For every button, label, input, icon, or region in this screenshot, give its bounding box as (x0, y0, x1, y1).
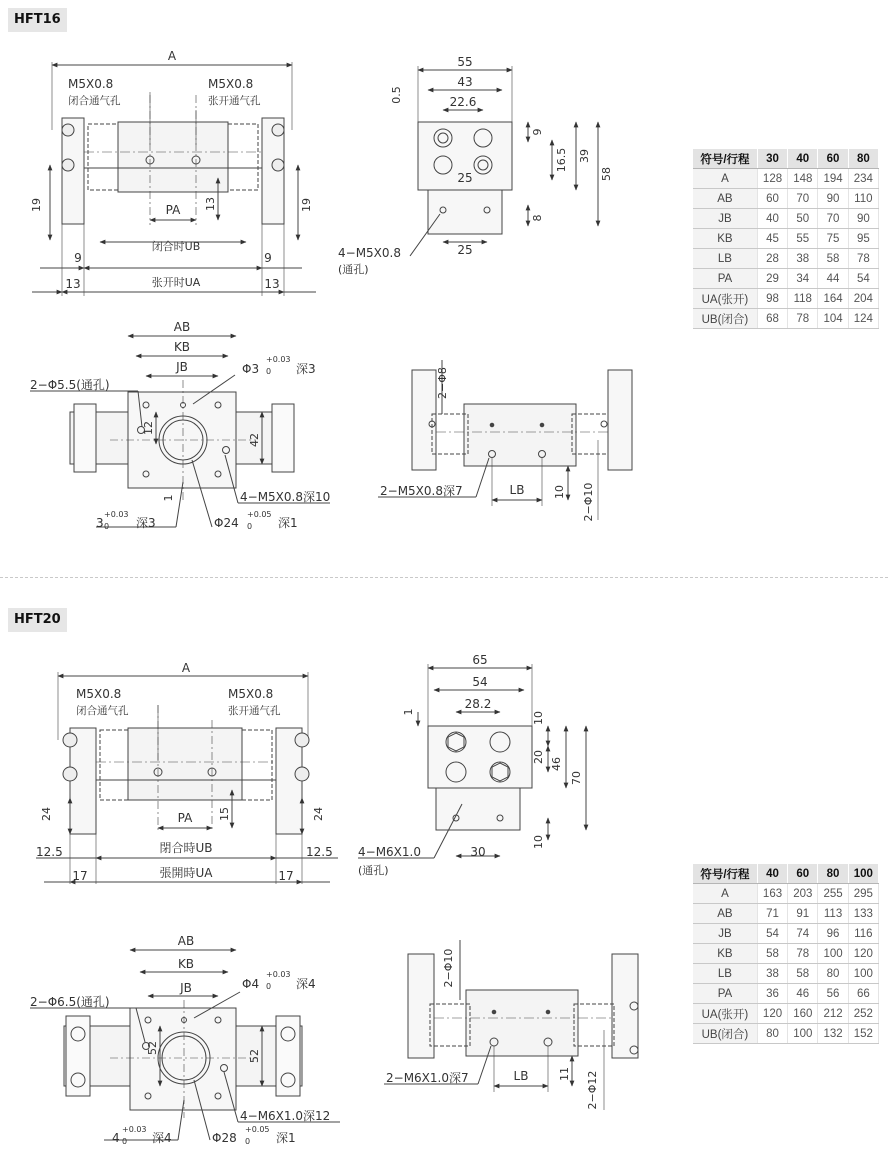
table-cell: 40 (757, 209, 787, 229)
dim-22-6: 22.6 (449, 95, 477, 109)
slot-depth-20: 深4 (152, 1131, 172, 1145)
table-row (693, 944, 879, 964)
dim-pa-label-20: PA (177, 811, 193, 825)
pin-hole-tol: +0.03 (266, 355, 291, 364)
boss-tol: +0.05 (247, 510, 272, 519)
table-cell: 46 (788, 984, 818, 1004)
dim-0-5: 0.5 (390, 86, 403, 104)
table-cell: 120 (757, 1004, 787, 1024)
boss-tol-low-20: 0 (245, 1137, 251, 1146)
thru-hole-label: 2−Φ5.5(通孔) (30, 378, 110, 392)
table-header-cell: 符号/行程 (693, 149, 757, 169)
table-header-cell: 100 (848, 864, 878, 884)
table-cell: 36 (757, 984, 787, 1004)
table-header-cell: 40 (788, 149, 818, 169)
dim-a-label: A (167, 49, 177, 63)
section-tag-hft16: HFT16 (8, 8, 67, 32)
side-pin-label: 2−Φ8 (436, 367, 449, 399)
table-row (693, 884, 879, 904)
side-dim-lb-20: LB (513, 1069, 529, 1083)
dim-12: 12 (142, 421, 155, 435)
table-cell: 100 (788, 1024, 818, 1044)
table-header-cell: 符号/行程 (693, 864, 757, 884)
table-cell: 295 (848, 884, 878, 904)
slot-tol-20: +0.03 (122, 1125, 147, 1134)
table-cell: 45 (757, 229, 787, 249)
dim-ub-label-20: 閉合時UB (159, 841, 213, 855)
table-header-cell: 30 (757, 149, 787, 169)
dim-ua-label: 张开时UA (151, 276, 201, 289)
table-cell: 118 (788, 289, 818, 309)
table-cell: 234 (848, 169, 878, 189)
table-cell: 90 (848, 209, 878, 229)
table-cell: 152 (848, 1024, 878, 1044)
table-cell: 255 (818, 884, 848, 904)
table-row (693, 249, 879, 269)
pin-hole-depth: 深3 (296, 362, 316, 376)
dim-9-left: 9 (74, 251, 82, 265)
dim-9-right: 9 (264, 251, 272, 265)
table-cell: AB (693, 189, 757, 209)
dim-25-top: 25 (457, 171, 473, 185)
hft16-spec-table (693, 149, 879, 329)
table-header-cell: 60 (788, 864, 818, 884)
dim-16-5: 16.5 (555, 147, 568, 173)
dim-55: 55 (457, 55, 473, 69)
side-dim-10: 10 (553, 485, 566, 499)
dim-13-mid: 13 (204, 197, 217, 211)
table-cell: 56 (818, 984, 848, 1004)
table-row (693, 209, 879, 229)
table-cell: 78 (788, 309, 818, 329)
slot-depth: 深3 (136, 516, 156, 530)
table-cell: 128 (757, 169, 787, 189)
dim-70: 70 (570, 771, 583, 785)
table-cell: LB (693, 249, 757, 269)
table-header-cell: 80 (818, 864, 848, 884)
table-header-cell: 40 (757, 864, 787, 884)
dim-24-left: 24 (40, 807, 53, 821)
boss-tol-low: 0 (247, 522, 253, 531)
table-cell: 55 (788, 229, 818, 249)
hole-label: 4−M5X0.8 (338, 246, 401, 260)
table-row (693, 309, 879, 329)
pin-hole-tol-low: 0 (266, 367, 272, 376)
table-row (693, 904, 879, 924)
dim-39: 39 (578, 149, 591, 163)
dim-65: 65 (472, 653, 488, 667)
table-cell: KB (693, 229, 757, 249)
port-right-name: 张开通气孔 (208, 95, 261, 107)
table-header-cell: 60 (818, 149, 848, 169)
pin-hole-tol-low-20: 0 (266, 982, 272, 991)
table-cell: 120 (848, 944, 878, 964)
table-cell: 58 (818, 249, 848, 269)
table-cell: 71 (757, 904, 787, 924)
port-right-size: M5X0.8 (208, 77, 254, 91)
pin-hole-label: Φ3 (242, 362, 260, 376)
dim-19-right: 19 (300, 198, 313, 212)
dim-a-label-20: A (181, 661, 191, 675)
table-cell: UA(张开) (693, 289, 757, 309)
dim-15-mid: 15 (218, 807, 231, 821)
table-row (693, 964, 879, 984)
dim-43: 43 (457, 75, 473, 89)
table-cell: 252 (848, 1004, 878, 1024)
table-cell: 29 (757, 269, 787, 289)
table-cell: 34 (788, 269, 818, 289)
table-cell: 74 (788, 924, 818, 944)
table-cell: KB (693, 944, 757, 964)
dim-46: 46 (550, 757, 563, 771)
pin-hole-label-20: Φ4 (242, 977, 260, 991)
slot-tol-low-20: 0 (122, 1137, 128, 1146)
table-cell: LB (693, 964, 757, 984)
dim-17-right: 17 (278, 869, 294, 883)
dim-54: 54 (472, 675, 488, 689)
table-row (693, 924, 879, 944)
boss-label: Φ24 (214, 516, 239, 530)
table-cell: 164 (818, 289, 848, 309)
table-cell: 78 (848, 249, 878, 269)
table-cell: 44 (818, 269, 848, 289)
slot-label-20: 4 (112, 1131, 120, 1145)
dim-ua-label-20: 張開時UA (159, 866, 213, 880)
table-header-row (693, 149, 879, 169)
dim-52-left: 52 (146, 1041, 159, 1055)
table-cell: JB (693, 924, 757, 944)
dim-12-5-left: 12.5 (36, 845, 63, 859)
table-cell: 38 (757, 964, 787, 984)
table-cell: 66 (848, 984, 878, 1004)
pin-hole-depth-20: 深4 (296, 977, 316, 991)
table-cell: 98 (757, 289, 787, 309)
table-cell: 70 (818, 209, 848, 229)
table-row (693, 1004, 879, 1024)
thru-hole-label-20: 2−Φ6.5(通孔) (30, 995, 110, 1009)
table-row (693, 984, 879, 1004)
pin-hole-tol-20: +0.03 (266, 970, 291, 979)
table-cell: 204 (848, 289, 878, 309)
table-header-row (693, 864, 879, 884)
table-cell: 91 (788, 904, 818, 924)
side-pin-label-20: 2−Φ10 (442, 948, 455, 988)
table-row (693, 229, 879, 249)
hft20-spec-table (693, 864, 879, 1044)
dim-25-bottom: 25 (457, 243, 473, 257)
boss-depth: 深1 (278, 516, 298, 530)
port-left-size: M5X0.8 (68, 77, 114, 91)
dim-13-right: 13 (264, 277, 280, 291)
table-cell: UA(张开) (693, 1004, 757, 1024)
table-cell: 90 (818, 189, 848, 209)
dim-jb-20: JB (180, 981, 192, 995)
table-cell: 68 (757, 309, 787, 329)
table-cell: 110 (848, 189, 878, 209)
table-cell: UB(闭合) (693, 309, 757, 329)
dim-8: 8 (531, 214, 544, 222)
table-cell: 58 (757, 944, 787, 964)
table-cell: 148 (788, 169, 818, 189)
table-cell: 100 (848, 964, 878, 984)
slot-tol-low: 0 (104, 522, 110, 531)
side-dim-phi10: 2−Φ10 (582, 482, 595, 522)
dim-19-left: 19 (30, 198, 43, 212)
dim-kb: KB (173, 340, 191, 354)
port-right-size-20: M5X0.8 (228, 687, 274, 701)
table-cell: 116 (848, 924, 878, 944)
dim-1-20: 1 (402, 708, 415, 716)
slot-tol: +0.03 (104, 510, 129, 519)
table-cell: 60 (757, 189, 787, 209)
dim-jb: JB (176, 360, 188, 374)
dim-20: 20 (532, 750, 545, 764)
port-left-name-20: 闭合通气孔 (76, 705, 129, 717)
dim-kb-20: KB (177, 957, 195, 971)
dim-52-right: 52 (248, 1049, 261, 1063)
dim-12-5-right: 12.5 (306, 845, 333, 859)
side-tap-label-20: 2−M6X1.0深7 (386, 1071, 469, 1085)
table-cell: 80 (818, 964, 848, 984)
dim-ub-label: 闭合时UB (151, 240, 201, 253)
table-cell: 132 (818, 1024, 848, 1044)
table-cell: 80 (757, 1024, 787, 1044)
table-cell: 58 (788, 964, 818, 984)
table-cell: 194 (818, 169, 848, 189)
table-cell: 203 (788, 884, 818, 904)
boss-depth-20: 深1 (276, 1131, 296, 1145)
table-cell: A (693, 169, 757, 189)
side-dim-lb: LB (509, 483, 525, 497)
boss-tol-20: +0.05 (245, 1125, 270, 1134)
table-cell: 133 (848, 904, 878, 924)
table-row (693, 269, 879, 289)
hole-label-20: 4−M6X1.0 (358, 845, 421, 859)
table-cell: 212 (818, 1004, 848, 1024)
side-dim-11: 11 (558, 1067, 571, 1081)
table-cell: 95 (848, 229, 878, 249)
table-cell: 78 (788, 944, 818, 964)
table-cell: 38 (788, 249, 818, 269)
table-cell: 124 (848, 309, 878, 329)
dim-pa-label: PA (165, 203, 181, 217)
table-cell: 96 (818, 924, 848, 944)
table-cell: 113 (818, 904, 848, 924)
dim-30: 30 (470, 845, 486, 859)
tap-label-20: 4−M6X1.0深12 (240, 1109, 331, 1123)
table-cell: PA (693, 984, 757, 1004)
table-cell: UB(闭合) (693, 1024, 757, 1044)
port-left-size-20: M5X0.8 (76, 687, 122, 701)
table-cell: 104 (818, 309, 848, 329)
dim-13-left: 13 (65, 277, 81, 291)
dim-ab-20: AB (177, 934, 195, 948)
table-cell: A (693, 884, 757, 904)
dim-28-2: 28.2 (464, 697, 492, 711)
table-row (693, 1024, 879, 1044)
port-left-name: 闭合通气孔 (68, 95, 121, 107)
table-cell: JB (693, 209, 757, 229)
side-dim-phi12: 2−Φ12 (586, 1070, 599, 1110)
hole-note: (通孔) (338, 263, 369, 276)
slot-label: 3 (96, 516, 104, 530)
port-right-name-20: 张开通气孔 (228, 705, 281, 717)
dim-10-top: 10 (532, 711, 545, 725)
hft16-end-view (410, 66, 598, 256)
table-header-cell: 80 (848, 149, 878, 169)
dim-58: 58 (600, 167, 613, 181)
table-cell: AB (693, 904, 757, 924)
dim-17-left: 17 (72, 869, 88, 883)
dim-1: 1 (162, 494, 175, 502)
tap-label: 4−M5X0.8深10 (240, 490, 331, 504)
dim-10-bottom: 10 (532, 835, 545, 849)
table-cell: 54 (848, 269, 878, 289)
table-cell: 28 (757, 249, 787, 269)
side-tap-label: 2−M5X0.8深7 (380, 484, 463, 498)
boss-label-20: Φ28 (212, 1131, 237, 1145)
dim-42: 42 (248, 433, 261, 447)
table-cell: 100 (818, 944, 848, 964)
table-cell: 70 (788, 189, 818, 209)
dim-9: 9 (531, 128, 544, 136)
hole-note-20: (通孔) (358, 864, 389, 877)
table-cell: 163 (757, 884, 787, 904)
table-row (693, 289, 879, 309)
table-cell: 50 (788, 209, 818, 229)
table-cell: 54 (757, 924, 787, 944)
section-tag-hft20: HFT20 (8, 608, 67, 632)
table-cell: 160 (788, 1004, 818, 1024)
table-cell: PA (693, 269, 757, 289)
table-cell: 75 (818, 229, 848, 249)
dim-ab: AB (173, 320, 191, 334)
table-row (693, 169, 879, 189)
dim-24-right: 24 (312, 807, 325, 821)
table-row (693, 189, 879, 209)
